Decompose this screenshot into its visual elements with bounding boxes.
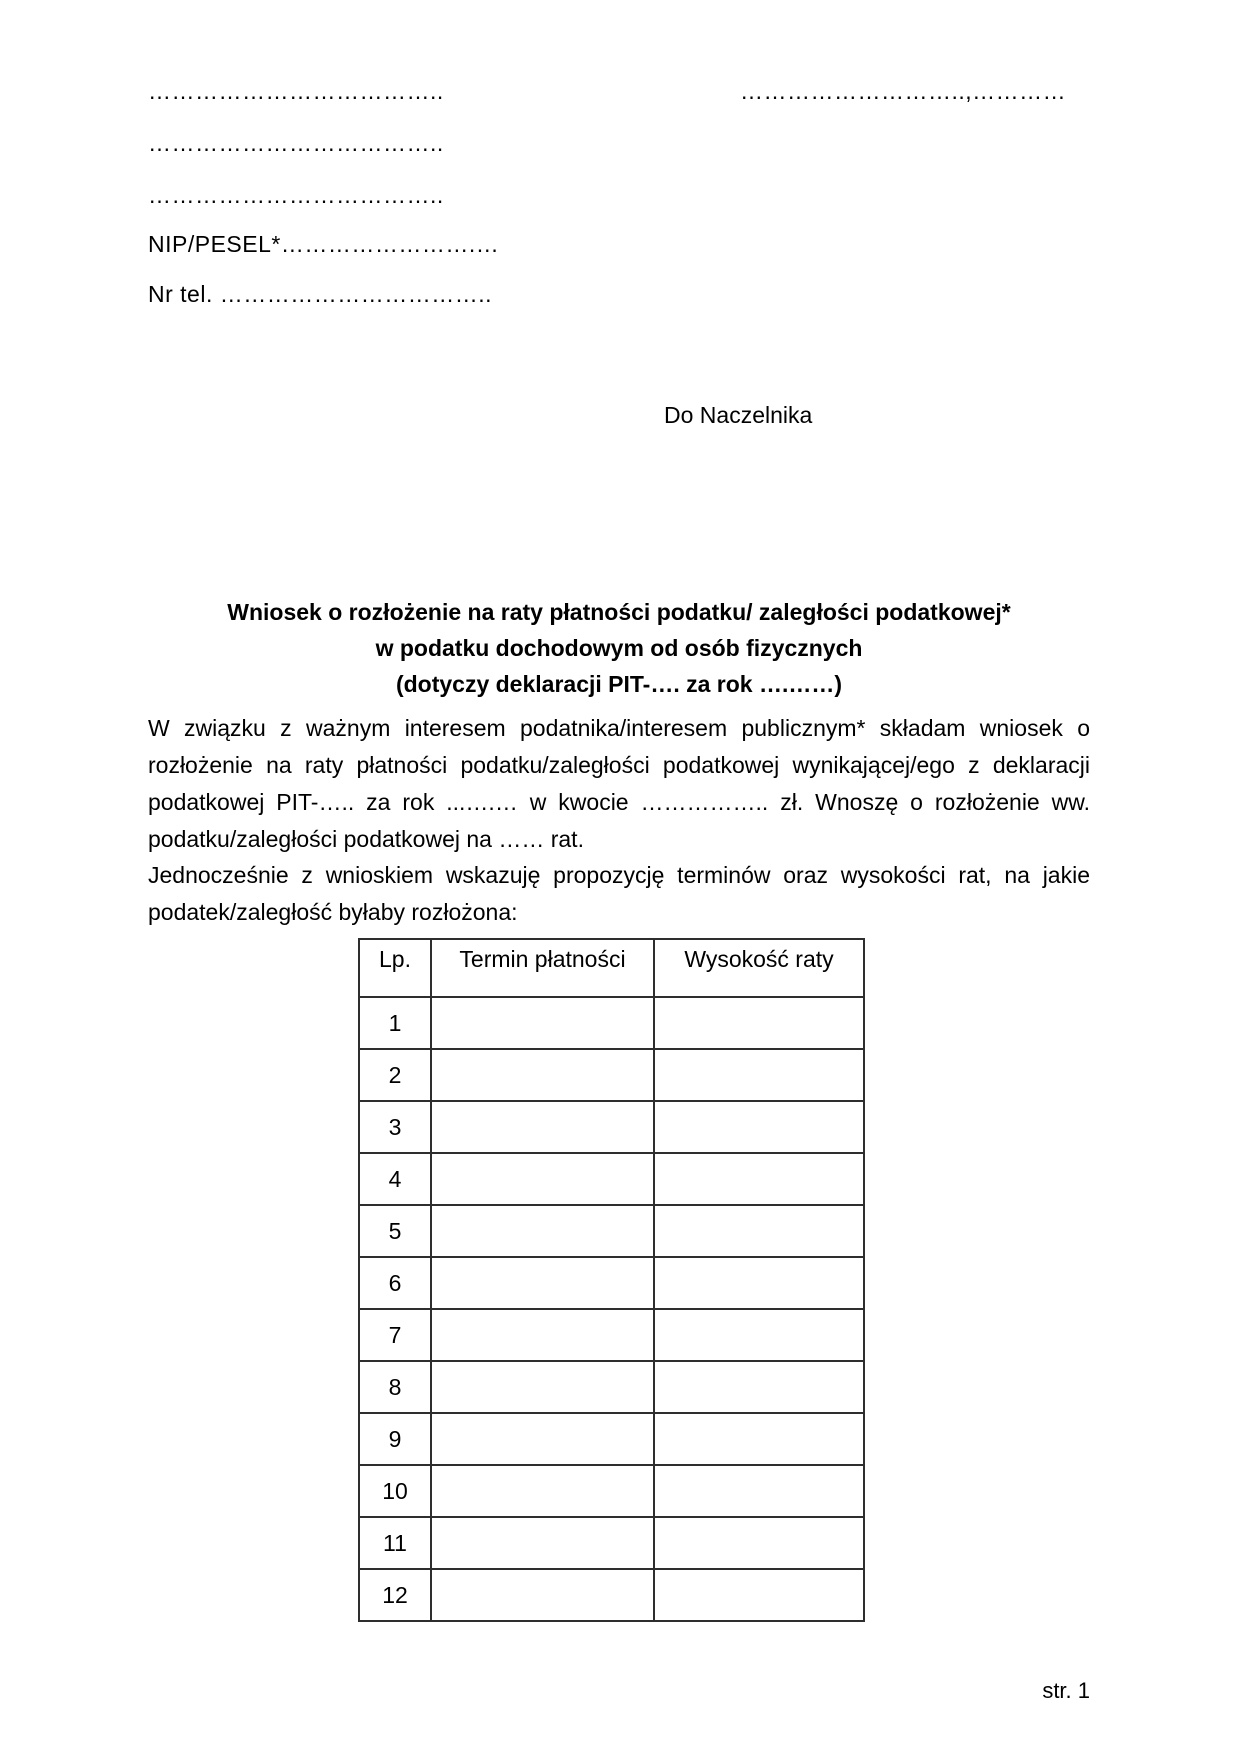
cell-termin-empty (431, 1257, 654, 1309)
column-header-termin-platnosci: Termin płatności (431, 939, 654, 997)
sender-fill-line-2: ……………………………….. (148, 130, 444, 156)
cell-termin-empty (431, 1465, 654, 1517)
cell-wysokosc-empty (654, 1361, 864, 1413)
table-row (359, 1257, 864, 1309)
cell-wysokosc-empty (654, 1153, 864, 1205)
table-row (359, 1517, 864, 1569)
cell-wysokosc-empty (654, 1517, 864, 1569)
paragraph-2-line-1: Jednocześnie z wnioskiem wskazuję propozycję terminów oraz wysokości rat, na jakie (148, 862, 1090, 888)
cell-wysokosc-empty (654, 1465, 864, 1517)
cell-lp: 5 (359, 1205, 431, 1257)
table-row (359, 1569, 864, 1621)
table-row (359, 1413, 864, 1465)
table-row (359, 997, 864, 1049)
cell-lp: 4 (359, 1153, 431, 1205)
cell-lp: 10 (359, 1465, 431, 1517)
cell-lp: 1 (359, 997, 431, 1049)
table-row (359, 1101, 864, 1153)
column-header-wysokosc-raty: Wysokość raty (654, 939, 864, 997)
cell-wysokosc-empty (654, 1049, 864, 1101)
cell-lp: 6 (359, 1257, 431, 1309)
cell-termin-empty (431, 1205, 654, 1257)
sender-fill-line-1: ……………………………….. (148, 78, 444, 104)
table-header-row (359, 939, 864, 997)
cell-lp: 11 (359, 1517, 431, 1569)
cell-termin-empty (431, 1517, 654, 1569)
sender-phone-line: Nr tel. …………………………….. (148, 281, 493, 307)
cell-lp: 2 (359, 1049, 431, 1101)
paragraph-2-line-2: podatek/zaległość byłaby rozłożona: (148, 899, 518, 925)
cell-wysokosc-empty (654, 1413, 864, 1465)
table-row (359, 1361, 864, 1413)
installments-table (358, 938, 865, 1622)
paragraph-1-line-4: podatku/zaległości podatkowej na …… rat. (148, 826, 584, 852)
form-title-line-2: w podatku dochodowym od osób fizycznych (375, 635, 863, 661)
paragraph-1-line-3: podatkowej PIT-….. za rok ...….… w kwocie …………….. zł. Wnoszę o rozłożenie ww. (148, 789, 1090, 815)
sender-nip-pesel-line: NIP/PESEL*…………………….… (148, 231, 500, 257)
paragraph-1-line-1: W związku z ważnym interesem podatnika/interesem publicznym* składam wniosek o (148, 715, 1090, 741)
column-header-lp: Lp. (359, 939, 431, 997)
cell-termin-empty (431, 1569, 654, 1621)
page-number: str. 1 (1042, 1678, 1090, 1703)
form-title-line-1: Wniosek o rozłożenie na raty płatności podatku/ zaległości podatkowej* (227, 599, 1011, 625)
cell-lp: 12 (359, 1569, 431, 1621)
body-paragraph-1 (148, 710, 1090, 858)
table-row (359, 1309, 864, 1361)
place-date-line: ………………………..,………… (740, 78, 1067, 104)
cell-wysokosc-empty (654, 1257, 864, 1309)
cell-termin-empty (431, 1049, 654, 1101)
cell-termin-empty (431, 1413, 654, 1465)
table-row (359, 1465, 864, 1517)
body-paragraph-2 (148, 857, 1090, 931)
table-row (359, 1049, 864, 1101)
cell-termin-empty (431, 1153, 654, 1205)
cell-wysokosc-empty (654, 1101, 864, 1153)
table-row (359, 1153, 864, 1205)
cell-termin-empty (431, 997, 654, 1049)
cell-termin-empty (431, 1309, 654, 1361)
cell-lp: 3 (359, 1101, 431, 1153)
cell-wysokosc-empty (654, 1309, 864, 1361)
cell-termin-empty (431, 1101, 654, 1153)
form-title-line-3: (dotyczy deklaracji PIT-…. za rok ….……) (395, 671, 843, 697)
cell-wysokosc-empty (654, 1205, 864, 1257)
cell-lp: 9 (359, 1413, 431, 1465)
cell-lp: 8 (359, 1361, 431, 1413)
form-title (148, 594, 1090, 702)
cell-termin-empty (431, 1361, 654, 1413)
paragraph-1-line-2: rozłożenie na raty płatności podatku/zaległości podatkowej wynikającej/ego z deklaracji (148, 752, 1090, 778)
table-row (359, 1205, 864, 1257)
cell-wysokosc-empty (654, 1569, 864, 1621)
sender-fill-line-3: ……………………………….. (148, 182, 444, 208)
cell-lp: 7 (359, 1309, 431, 1361)
cell-wysokosc-empty (654, 997, 864, 1049)
addressee-line: Do Naczelnika (664, 402, 813, 428)
